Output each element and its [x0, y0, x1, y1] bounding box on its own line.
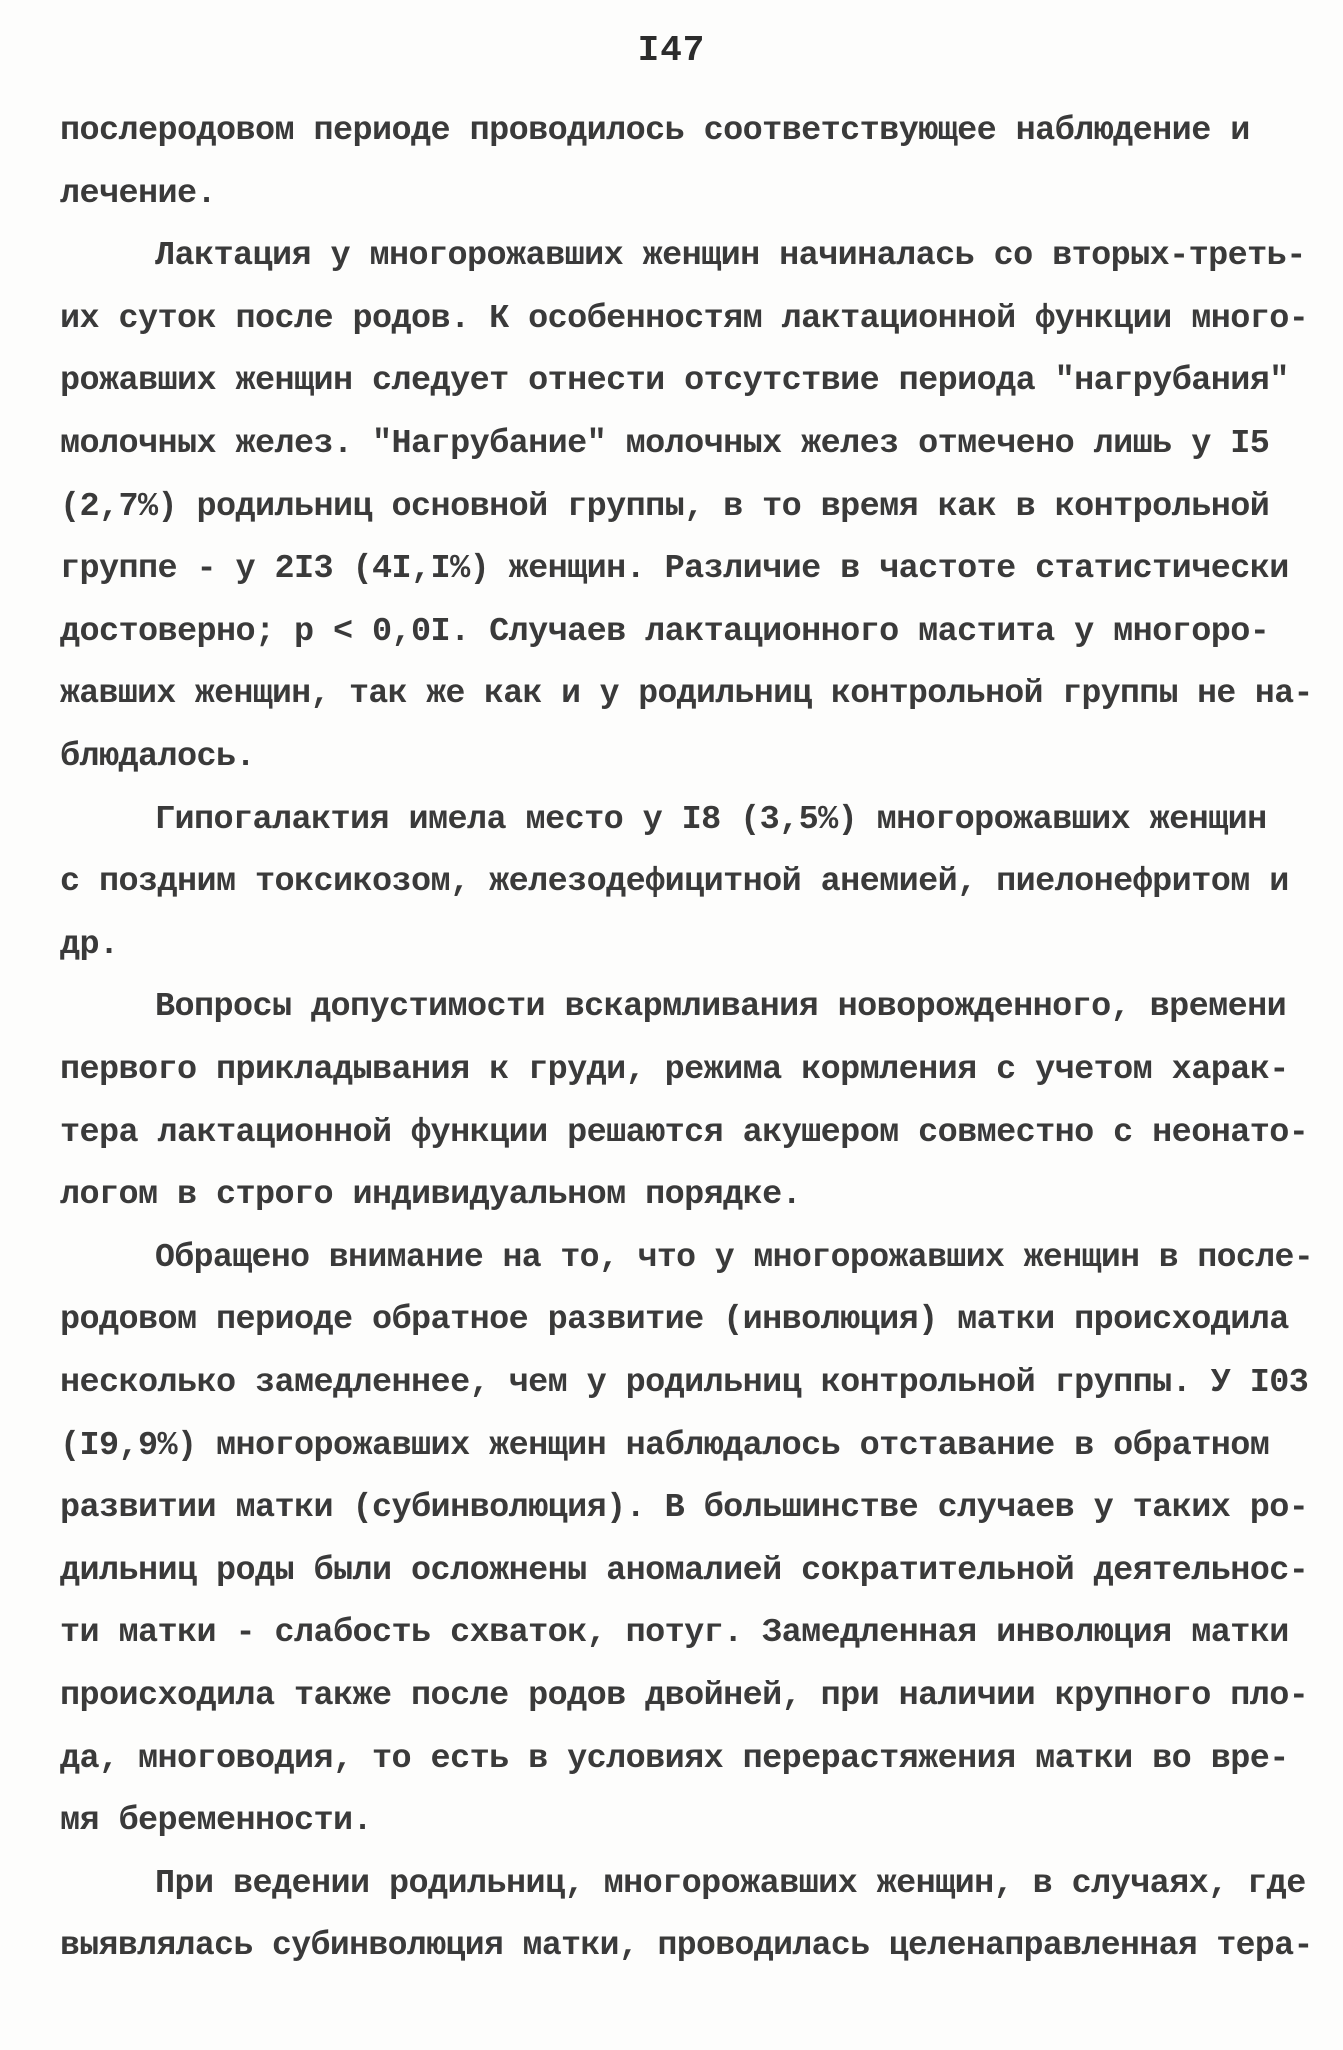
- text-line: группе - у 2I3 (4I,I%) женщин. Различие в частоте статистически: [60, 550, 1289, 589]
- text-line: логом в строго индивидуальном порядке.: [60, 1176, 802, 1215]
- paragraph-first-line: Вопросы допустимости вскармливания новорожденного, времени: [155, 988, 1287, 1027]
- text-line: развитии матки (субинволюция). В большинстве случаев у таких ро-: [60, 1489, 1309, 1528]
- text-line: с поздним токсикозом, железодефицитной анемией, пиелонефритом и: [60, 863, 1289, 902]
- paragraph-first-line: Лактация у многорожавших женщин начиналась со вторых-треть-: [155, 237, 1306, 276]
- text-line: выявлялась субинволюция матки, проводилась целенаправленная тера-: [60, 1927, 1313, 1966]
- text-line: происходила также после родов двойней, при наличии крупного пло-: [60, 1677, 1309, 1715]
- text-line: несколько замедленнее, чем у родильниц контрольной группы. У I03: [60, 1364, 1309, 1402]
- text-line: блюдалось.: [60, 738, 256, 776]
- text-line: жавших женщин, так же как и у родильниц контрольной группы не на-: [60, 675, 1313, 714]
- text-line: послеродовом периоде проводилось соответствующее наблюдение и: [60, 112, 1250, 150]
- text-line: их суток после родов. К особенностям лактационной функции много-: [60, 299, 1309, 338]
- text-line: тера лактационной функции решаются акушером совместно с неонато-: [60, 1113, 1309, 1152]
- text-line: лечение.: [60, 174, 217, 213]
- text-line: (2,7%) родильниц основной группы, в то время как в контрольной: [60, 487, 1270, 526]
- text-line: дильниц роды были осложнены аномалией сократительной деятельнос-: [60, 1551, 1309, 1590]
- text-line: (I9,9%) многорожавших женщин наблюдалось отставание в обратном: [60, 1426, 1270, 1465]
- page-number: I47: [637, 30, 706, 71]
- text-line: родовом периоде обратное развитие (инволюция) матки происходила: [60, 1301, 1289, 1340]
- paragraph-first-line: Гипогалактия имела место у I8 (3,5%) многорожавших женщин: [155, 800, 1267, 839]
- text-line: мя беременности.: [60, 1802, 373, 1841]
- text-line: достоверно; p < 0,0I. Случаев лактационного мастита у многоро-: [60, 612, 1270, 651]
- text-line: др.: [60, 925, 119, 964]
- paragraph-first-line: Обращено внимание на то, что у многорожавших женщин в после-: [155, 1238, 1314, 1277]
- text-line: рожавших женщин следует отнести отсутствие периода "нагрубания": [60, 362, 1289, 401]
- paragraph-first-line: При ведении родильниц, многорожавших женщин, в случаях, где: [155, 1864, 1306, 1903]
- text-line: да, многоводия, то есть в условиях перерастяжения матки во вре-: [60, 1739, 1289, 1778]
- text-line: молочных желез. "Нагрубание" молочных желез отмечено лишь у I5: [60, 425, 1270, 463]
- text-line: ти матки - слабость схваток, потуг. Замедленная инволюция матки: [60, 1614, 1289, 1653]
- text-line: первого прикладывания к груди, режима кормления с учетом харак-: [60, 1051, 1289, 1089]
